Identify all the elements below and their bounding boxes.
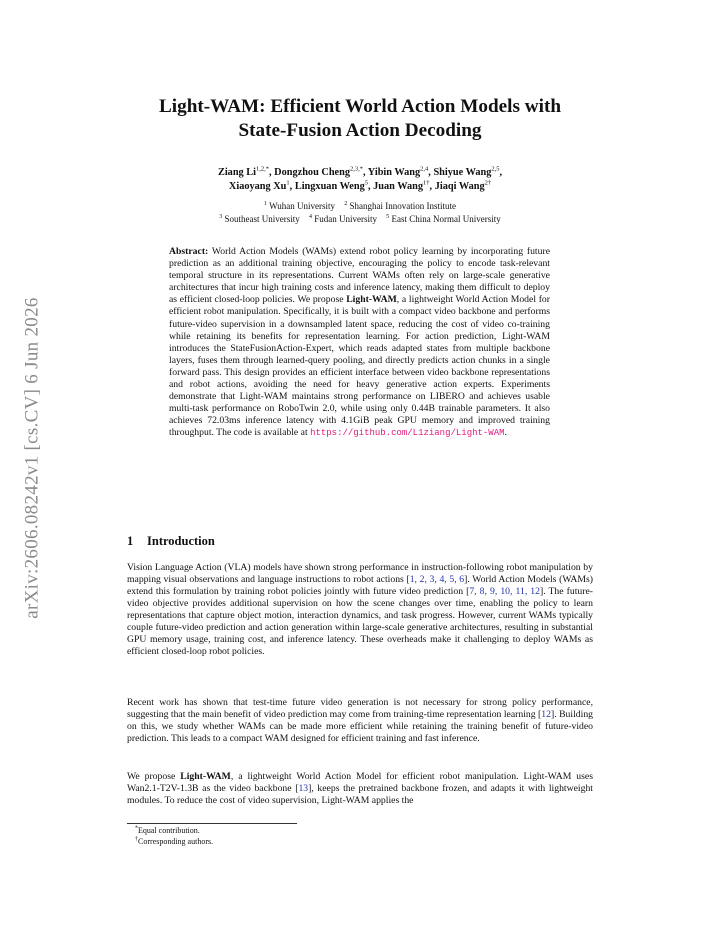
model-name: Light-WAM [346,294,397,306]
author: Jiaqi Wang$^{2\dagger}$ [434,179,492,192]
intro-paragraph-2: Recent work has shown that test-time future video generation is not necessary for strong policy performance, suggesting that the main benefit of video prediction may come from training-time representation learning [12]. Building on this, we study whether WAMs can be made more efficient while retaining the training benefit of future-video prediction. This leads to a compact WAM designed for efficient training and fast inference. [127,697,594,744]
citation-link[interactable]: 1, 2, 3, 4, 5, 6 [409,574,465,585]
footnote-divider [127,823,297,824]
arxiv-identifier-text: arXiv:2606.08242v1 [cs.CV] 6 Jun 2026 [22,297,44,619]
intro-paragraph-3: We propose Light-WAM, a lightweight World Action Model for efficient robot manipulation. Light-WAM uses Wan2.1-T2V-1.3B as the video backbone [13], keeps the pretrained backbone frozen, and adapts it with lightweight modules. To reduce the cost of video supervision, Light-WAM applies the [127,771,593,806]
section-title: Introduction [147,534,215,548]
title-line-1: Light-WAM: Efficient World Action Models with [158,96,562,117]
citation-link[interactable]: 12 [541,709,551,720]
affiliation: $^2$ Shanghai Innovation Institute [344,201,456,211]
citation-link[interactable]: 13 [298,783,309,794]
affiliation: $^4$ Fudan University [309,214,377,224]
footnotes [135,826,213,847]
author-list [118,166,602,194]
author: Juan Wang$^{1\dagger}$, [373,179,435,192]
abstract: Abstract: World Action Models (WAMs) extend robot policy learning by incorporating future prediction as an additional training objective, encouraging the policy to encode task-relevant temporal structure in its representations. Current WAMs often rely on large-scale generative architectures that incur high training costs and inference latency, making them difficult to deploy as efficient closed-loop policies. We propose Light-WAM, a lightweight World Action Model for efficient robot manipulation. Specifically, it is built with a compact video backbone and performs future-video supervision in a downsampled latent space, reducing the cost of video co-training while retaining its benefits for representation learning. For action prediction, Light-WAM introduces the StateFusionAction-Expert, which reads adapted states from multiple backbone layers, fuses them through learned-query pooling, and directly predicts action chunks in a single forward pass. This design provides an efficient interface between video backbone representations and robot actions, avoiding the need for heavy generative action experts. Experiments demonstrate that Light-WAM maintains strong performance on LIBERO and achieves usable multi-task performance on RoboTwin 2.0, while using only 0.44B trainable parameters. It also achieves 72.03ms inference latency with 4.1GiB peak GPU memory and improved training throughput. The code is available at https://github.com/L1ziang/Light-WAM. [169,246,550,439]
affiliation: $^1$ Wuhan University [264,201,335,211]
arxiv-identifier [20,263,46,653]
affiliation: $^3$ Southeast University [219,214,300,224]
abstract-label: Abstract: [169,246,209,257]
citation-link[interactable]: 7, 8, 9, 10, 11, 12 [469,586,540,597]
paper-title [118,95,602,143]
author: Yibin Wang$^{2,4}$, [367,165,434,178]
section-number: 1 [127,534,134,548]
intro-paragraph-1: Vision Language Action (VLA) models have shown strong performance in instruction-following robot manipulation by mapping visual observations and language instructions to robot actions [1, 2, 3, 4, 5, 6]. World Action Models (WAMs) extend this formulation by training robot policies jointly with future video prediction [7, 8, 9, 10, 11, 12]. The future-video objective provides additional supervision on how the scene changes over time, enabling the policy to learn representations that capture object motion, interaction dynamics, and task progress. However, current WAMs typically couple future-video prediction and action generation within large-scale generative architectures, resulting in substantial GPU memory usage, training cost, and inference latency. These overheads make it challenging to deploy WAMs as efficient closed-loop robot policies. [127,562,593,657]
footnote: †Corresponding authors. [135,835,214,846]
author: Dongzhou Cheng$^{2,3,*}$, [274,165,368,178]
code-link[interactable]: https://github.com/L1ziang/Light-WAM [310,428,505,439]
model-name: Light-WAM [180,771,231,782]
author: Xiaoyang Xu$^1$, [228,179,295,192]
section-heading-introduction [127,533,215,549]
author: Ziang $Li^{1,2,*}$, [217,165,275,178]
affiliations [118,200,602,226]
affiliation: $^5$ East China Normal University [386,214,501,224]
author: Lingxuan Weng$^5$, [294,179,374,192]
title-line-2: State-Fusion Action Decoding [238,120,482,141]
author: Shiyue Wang$^{2,5}$, [433,165,503,178]
footnote: *Equal contribution. [135,825,200,835]
